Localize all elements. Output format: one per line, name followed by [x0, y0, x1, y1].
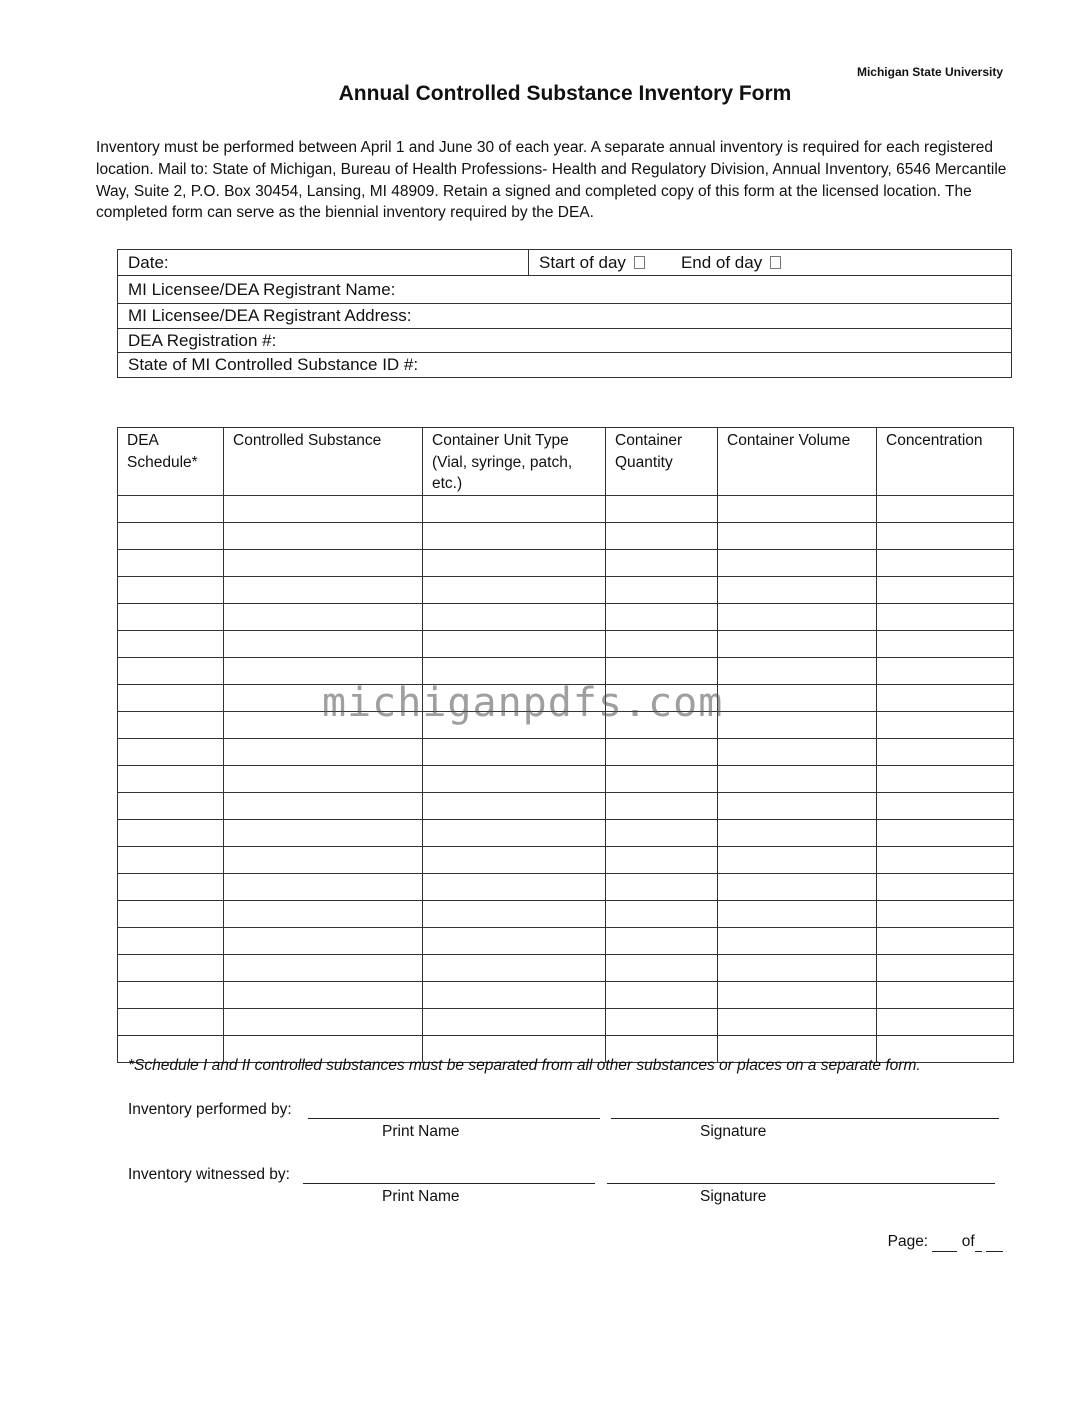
- inventory-cell[interactable]: [423, 549, 606, 576]
- inventory-cell[interactable]: [718, 684, 877, 711]
- inventory-cell[interactable]: [118, 954, 224, 981]
- inventory-cell[interactable]: [423, 792, 606, 819]
- inventory-cell[interactable]: [423, 495, 606, 522]
- witnessed-by-signature-line[interactable]: [607, 1183, 995, 1184]
- inventory-cell[interactable]: [423, 873, 606, 900]
- registrant-address-row[interactable]: [118, 304, 1011, 329]
- inventory-cell[interactable]: [118, 630, 224, 657]
- inventory-cell[interactable]: [877, 711, 1014, 738]
- inventory-cell[interactable]: [118, 522, 224, 549]
- inventory-cell[interactable]: [718, 819, 877, 846]
- inventory-cell[interactable]: [423, 819, 606, 846]
- start-of-day-checkbox[interactable]: [634, 256, 645, 269]
- inventory-cell[interactable]: [606, 954, 718, 981]
- of-label: of: [961, 1233, 975, 1250]
- watermark: michiganpdfs.com: [322, 680, 724, 726]
- inventory-body: [118, 495, 1014, 1062]
- inventory-cell[interactable]: [877, 846, 1014, 873]
- inventory-cell[interactable]: [224, 1008, 423, 1035]
- inventory-cell[interactable]: [423, 522, 606, 549]
- registrant-info-box: [117, 249, 1012, 378]
- inventory-cell[interactable]: [423, 738, 606, 765]
- inventory-row: [118, 738, 1014, 765]
- registrant-name-label: MI Licensee/DEA Registrant Name:: [128, 279, 396, 299]
- print-name-caption: Print Name: [382, 1123, 460, 1140]
- inventory-cell[interactable]: [718, 846, 877, 873]
- inventory-row: [118, 576, 1014, 603]
- inventory-cell[interactable]: [718, 576, 877, 603]
- inventory-cell[interactable]: [224, 819, 423, 846]
- inventory-cell[interactable]: [423, 603, 606, 630]
- inventory-cell[interactable]: [877, 495, 1014, 522]
- inventory-cell[interactable]: [606, 495, 718, 522]
- inventory-cell[interactable]: [718, 738, 877, 765]
- inventory-cell[interactable]: [423, 900, 606, 927]
- inventory-cell[interactable]: [118, 657, 224, 684]
- inventory-cell[interactable]: [423, 765, 606, 792]
- inventory-cell[interactable]: [877, 522, 1014, 549]
- inventory-cell[interactable]: [877, 792, 1014, 819]
- inventory-cell[interactable]: [606, 819, 718, 846]
- end-of-day-label: End of day: [680, 252, 763, 272]
- page-total-line[interactable]: [986, 1233, 1003, 1252]
- inventory-row: [118, 630, 1014, 657]
- inventory-cell[interactable]: [423, 927, 606, 954]
- end-of-day-checkbox[interactable]: [770, 256, 781, 269]
- inventory-row: [118, 603, 1014, 630]
- inventory-cell[interactable]: [877, 954, 1014, 981]
- inventory-cell[interactable]: [877, 738, 1014, 765]
- inventory-cell[interactable]: [718, 927, 877, 954]
- inventory-row: [118, 495, 1014, 522]
- inventory-cell[interactable]: [224, 576, 423, 603]
- inventory-cell[interactable]: [877, 1008, 1014, 1035]
- inventory-row: [118, 846, 1014, 873]
- inventory-cell[interactable]: [877, 657, 1014, 684]
- inventory-cell[interactable]: [718, 1008, 877, 1035]
- inventory-cell[interactable]: [118, 711, 224, 738]
- inventory-row: [118, 873, 1014, 900]
- inventory-cell[interactable]: [877, 819, 1014, 846]
- of-gap-line: [975, 1233, 982, 1252]
- inventory-cell[interactable]: [718, 657, 877, 684]
- page-counter: [888, 1233, 1003, 1252]
- inventory-cell[interactable]: [606, 846, 718, 873]
- inventory-cell[interactable]: [118, 684, 224, 711]
- inventory-row: [118, 954, 1014, 981]
- inventory-cell[interactable]: [606, 522, 718, 549]
- inventory-cell[interactable]: [877, 576, 1014, 603]
- inventory-cell[interactable]: [224, 738, 423, 765]
- inventory-cell[interactable]: [118, 765, 224, 792]
- inventory-cell[interactable]: [718, 981, 877, 1008]
- inventory-cell[interactable]: [606, 603, 718, 630]
- column-header: DEA Schedule*: [118, 428, 224, 496]
- inventory-row: [118, 792, 1014, 819]
- inventory-row: [118, 927, 1014, 954]
- registrant-address-label: MI Licensee/DEA Registrant Address:: [128, 306, 412, 325]
- inventory-cell[interactable]: [224, 630, 423, 657]
- performed-by-signature-line[interactable]: [611, 1118, 999, 1119]
- inventory-header-row: [118, 428, 1014, 496]
- inventory-cell[interactable]: [877, 981, 1014, 1008]
- start-of-day-label: Start of day: [539, 252, 626, 272]
- inventory-row: [118, 1008, 1014, 1035]
- inventory-cell[interactable]: [423, 954, 606, 981]
- inventory-cell[interactable]: [423, 846, 606, 873]
- schedule-footnote: *Schedule I and II controlled substances must be separated from all other substances or places on a separate form.: [128, 1057, 921, 1074]
- inventory-row: [118, 900, 1014, 927]
- dea-registration-label: DEA Registration #:: [128, 330, 277, 350]
- inventory-cell[interactable]: [224, 495, 423, 522]
- time-of-day-cell: [528, 250, 781, 275]
- inventory-cell[interactable]: [118, 792, 224, 819]
- inventory-cell[interactable]: [118, 819, 224, 846]
- inventory-cell[interactable]: [224, 900, 423, 927]
- inventory-cell[interactable]: [118, 738, 224, 765]
- inventory-cell[interactable]: [423, 576, 606, 603]
- inventory-row: [118, 819, 1014, 846]
- column-header: Container Volume: [718, 428, 877, 496]
- inventory-cell[interactable]: [118, 549, 224, 576]
- inventory-cell[interactable]: [718, 549, 877, 576]
- inventory-cell[interactable]: [606, 549, 718, 576]
- inventory-cell[interactable]: [224, 792, 423, 819]
- page-number-line[interactable]: [932, 1233, 957, 1252]
- inventory-cell[interactable]: [224, 954, 423, 981]
- inventory-cell[interactable]: [877, 765, 1014, 792]
- performed-by-label: Inventory performed by:: [128, 1101, 292, 1118]
- inventory-row: [118, 765, 1014, 792]
- state-id-row[interactable]: [118, 353, 1011, 377]
- inventory-row: [118, 522, 1014, 549]
- inventory-cell[interactable]: [718, 522, 877, 549]
- print-name-caption: Print Name: [382, 1188, 460, 1205]
- inventory-cell[interactable]: [224, 522, 423, 549]
- column-header: Container Unit Type (Vial, syringe, patch, etc.): [423, 428, 606, 496]
- inventory-cell[interactable]: [606, 738, 718, 765]
- inventory-cell[interactable]: [877, 549, 1014, 576]
- inventory-cell[interactable]: [606, 630, 718, 657]
- inventory-cell[interactable]: [718, 495, 877, 522]
- inventory-cell[interactable]: [606, 900, 718, 927]
- signature-caption: Signature: [700, 1188, 767, 1205]
- inventory-cell[interactable]: [423, 981, 606, 1008]
- inventory-cell[interactable]: [606, 1008, 718, 1035]
- inventory-table: [117, 427, 1014, 1063]
- inventory-cell[interactable]: [118, 495, 224, 522]
- inventory-row: [118, 549, 1014, 576]
- inventory-cell[interactable]: [877, 927, 1014, 954]
- inventory-cell[interactable]: [718, 792, 877, 819]
- date-row: [118, 250, 1011, 276]
- inventory-cell[interactable]: [718, 765, 877, 792]
- inventory-cell[interactable]: [718, 873, 877, 900]
- inventory-cell[interactable]: [877, 603, 1014, 630]
- inventory-cell[interactable]: [606, 873, 718, 900]
- inventory-cell[interactable]: [118, 846, 224, 873]
- inventory-cell[interactable]: [877, 873, 1014, 900]
- inventory-cell[interactable]: [224, 846, 423, 873]
- inventory-cell[interactable]: [224, 873, 423, 900]
- date-label[interactable]: Date:: [128, 252, 169, 272]
- inventory-cell[interactable]: [877, 684, 1014, 711]
- form-title: Annual Controlled Substance Inventory Form: [338, 82, 792, 105]
- inventory-cell[interactable]: [718, 711, 877, 738]
- page-label: Page:: [887, 1233, 929, 1250]
- inventory-cell[interactable]: [423, 1008, 606, 1035]
- inventory-cell[interactable]: [606, 576, 718, 603]
- inventory-cell[interactable]: [718, 603, 877, 630]
- inventory-cell[interactable]: [224, 603, 423, 630]
- instructions-paragraph: Inventory must be performed between April 1 and June 30 of each year. A separate annual inventory is required for each registered location. Mail to: State of Michigan, Bureau of Health Professions- Health and Regulatory Division, Annual Inventory, 6546 Mercantile Way, Suite 2, P.O. Box 30454, Lansing, MI 48909. Retain a signed and completed copy of this form at the licensed location. The completed form can serve as the biennial inventory required by the DEA.: [96, 139, 1007, 222]
- institution-name: Michigan State University: [856, 65, 1003, 79]
- inventory-cell[interactable]: [877, 900, 1014, 927]
- inventory-cell[interactable]: [606, 792, 718, 819]
- inventory-cell[interactable]: [606, 927, 718, 954]
- inventory-cell[interactable]: [224, 549, 423, 576]
- inventory-cell[interactable]: [118, 927, 224, 954]
- inventory-cell[interactable]: [224, 981, 423, 1008]
- inventory-cell[interactable]: [118, 603, 224, 630]
- state-id-label: State of MI Controlled Substance ID #:: [128, 355, 419, 374]
- column-header: Controlled Substance: [224, 428, 423, 496]
- inventory-cell[interactable]: [423, 630, 606, 657]
- dea-registration-row[interactable]: [118, 329, 1011, 353]
- inventory-cell[interactable]: [877, 630, 1014, 657]
- inventory-cell[interactable]: [118, 576, 224, 603]
- inventory-row: [118, 981, 1014, 1008]
- inventory-cell[interactable]: [718, 900, 877, 927]
- column-header: Concentration: [877, 428, 1014, 496]
- inventory-cell[interactable]: [224, 927, 423, 954]
- inventory-cell[interactable]: [118, 900, 224, 927]
- performed-by-print-name-line[interactable]: [308, 1118, 600, 1119]
- column-header: Container Quantity: [606, 428, 718, 496]
- inventory-cell[interactable]: [224, 765, 423, 792]
- inventory-cell[interactable]: [718, 954, 877, 981]
- inventory-cell[interactable]: [118, 873, 224, 900]
- inventory-cell[interactable]: [118, 1008, 224, 1035]
- witnessed-by-print-name-line[interactable]: [303, 1183, 595, 1184]
- inventory-cell[interactable]: [606, 765, 718, 792]
- witnessed-by-label: Inventory witnessed by:: [128, 1166, 290, 1183]
- inventory-cell[interactable]: [118, 981, 224, 1008]
- inventory-cell[interactable]: [606, 981, 718, 1008]
- inventory-cell[interactable]: [718, 630, 877, 657]
- signature-caption: Signature: [700, 1123, 767, 1140]
- registrant-name-row[interactable]: [118, 276, 1011, 304]
